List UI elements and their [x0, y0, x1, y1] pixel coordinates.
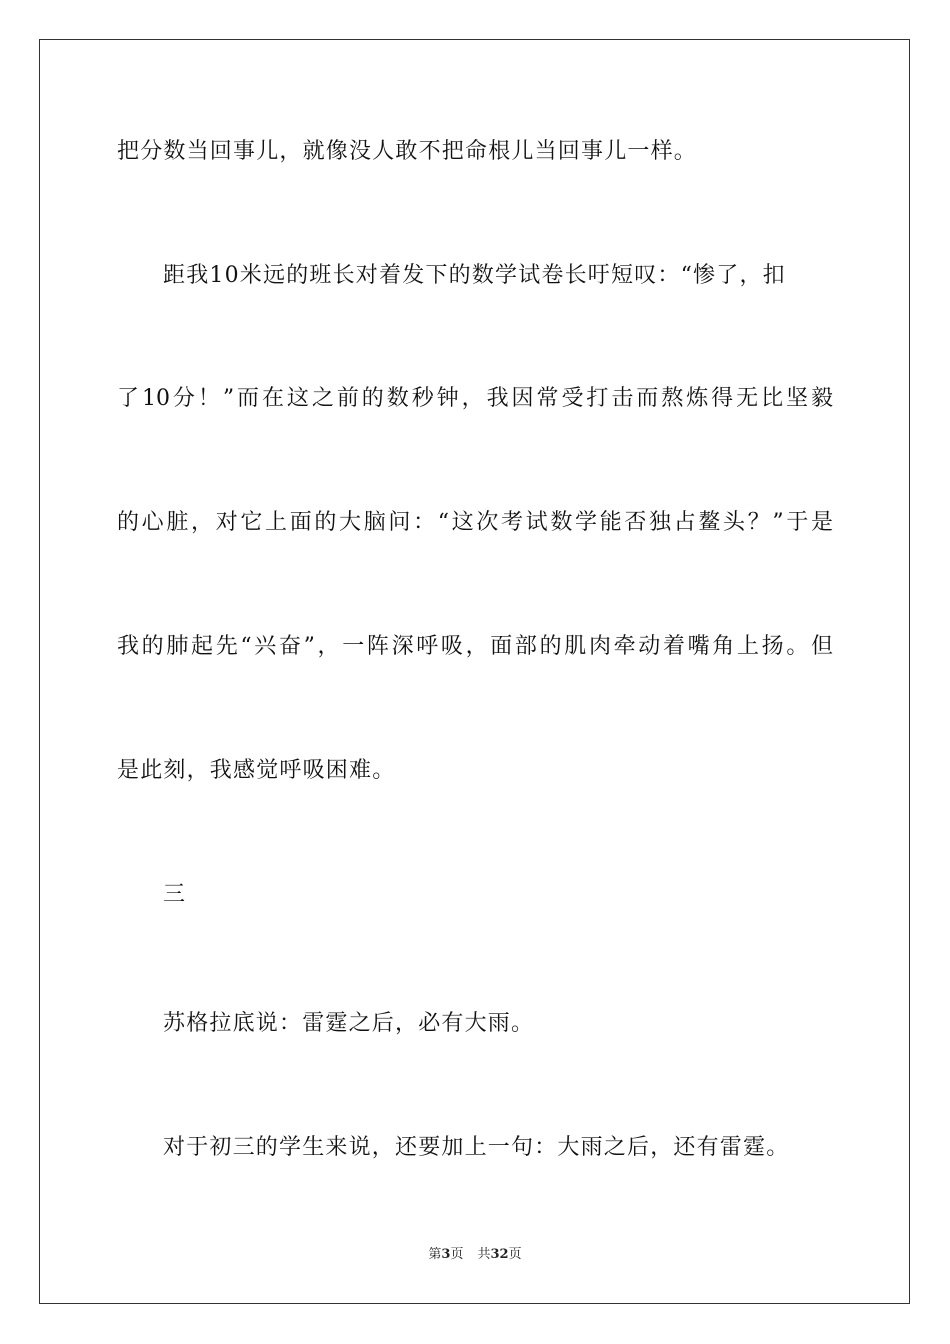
page-footer: [0, 1246, 950, 1264]
paragraph-line-7: 苏格拉底说：雷霆之后，必有大雨。: [163, 1011, 535, 1036]
total-suffix: 页: [508, 1247, 522, 1262]
paragraph-line-1: 把分数当回事儿，就像没人敢不把命根儿当回事儿一样。: [117, 139, 698, 164]
section-heading: 三: [163, 882, 187, 907]
paragraph-line-2: 距我10米远的班长对着发下的数学试卷长吁短叹：“惨了，扣: [163, 263, 786, 288]
paragraph-line-8: 对于初三的学生来说，还要加上一句：大雨之后，还有雷霆。: [163, 1135, 790, 1160]
paragraph-line-4: 的心脏，对它上面的大脑问：“这次考试数学能否独占鳌头？”于是: [117, 510, 833, 535]
paragraph-line-5: 我的肺起先“兴奋”，一阵深呼吸，面部的肌肉牵动着嘴角上扬。但: [117, 634, 833, 659]
total-prefix: 共: [477, 1247, 491, 1262]
page-prefix: 第: [428, 1247, 442, 1262]
paragraph-line-6: 是此刻，我感觉呼吸困难。: [117, 758, 396, 783]
total-pages: 32: [490, 1247, 509, 1262]
page-border: [39, 39, 910, 1304]
page-number: 3: [441, 1247, 451, 1262]
page-suffix: 页: [450, 1247, 464, 1262]
paragraph-line-3: 了10分！”而在这之前的数秒钟，我因常受打击而熬炼得无比坚毅: [117, 386, 833, 411]
